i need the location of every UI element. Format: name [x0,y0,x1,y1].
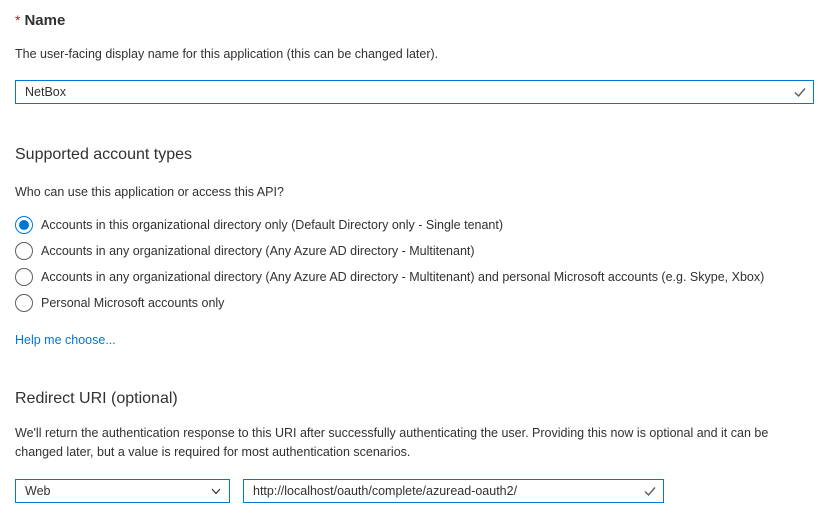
radio-option-label: Personal Microsoft accounts only [41,296,225,311]
name-field-description: The user-facing display name for this application (this can be changed later). [15,47,439,61]
redirect-uri-controls [15,479,814,503]
redirect-uri-heading: Redirect URI (optional) [15,390,178,408]
redirect-uri-input[interactable] [243,479,664,503]
account-types-radio-group [15,212,814,316]
radio-option-single-tenant[interactable] [15,212,814,238]
help-me-choose-link[interactable]: Help me choose... [15,333,116,348]
platform-select-value: Web [25,483,51,498]
radio-option-label: Accounts in this organizational directory only (Default Directory only - Single tenant) [41,218,504,233]
name-field-heading [15,12,814,29]
radio-icon [15,294,33,312]
name-input-container [15,80,814,104]
radio-icon [15,242,33,260]
name-input[interactable] [15,80,814,104]
redirect-uri-input-container [243,479,664,503]
required-asterisk: * [15,12,21,28]
name-field-label: Name [24,12,66,29]
radio-icon [15,216,33,234]
radio-option-label: Accounts in any organizational directory (Any Azure AD directory - Multitenant) and personal Microsoft accounts (e.g. Skype, Xbox) [41,270,765,285]
redirect-uri-description: We'll return the authentication response to this URI after successfully authenticating the user. Providing this now is optional and it can be changed later, but a value is required for most authentication scenarios. [15,426,769,459]
radio-option-personal-only[interactable] [15,290,814,316]
radio-option-multitenant[interactable] [15,238,814,264]
chevron-down-icon [210,485,222,497]
platform-select-dropdown[interactable] [15,479,230,503]
account-types-heading: Supported account types [15,146,193,164]
radio-option-multitenant-personal[interactable] [15,264,814,290]
account-types-question: Who can use this application or access this API? [15,185,284,200]
radio-icon [15,268,33,286]
radio-option-label: Accounts in any organizational directory (Any Azure AD directory - Multitenant) [41,244,475,259]
